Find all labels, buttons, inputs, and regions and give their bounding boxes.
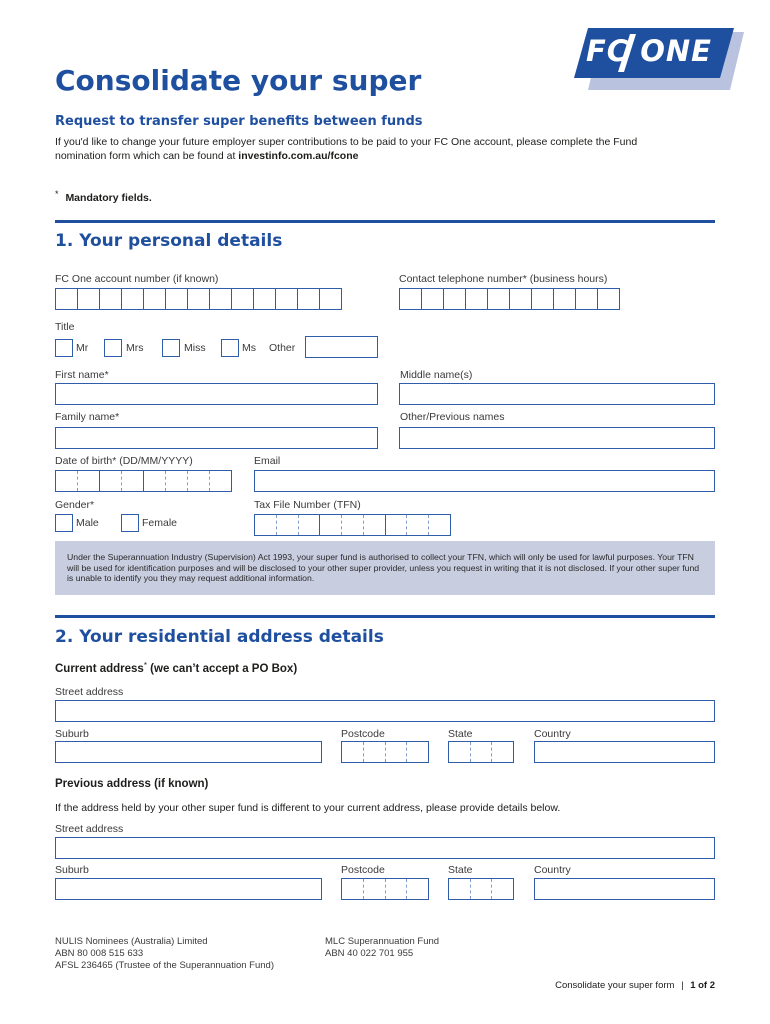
title-miss-label: Miss — [184, 342, 206, 354]
country-input[interactable] — [534, 741, 715, 763]
country-label: Country — [534, 728, 571, 740]
first-name-label: First name* — [55, 369, 109, 381]
footer-separator: | — [681, 980, 684, 991]
mandatory-asterisk: * — [55, 189, 59, 199]
suburb-input[interactable] — [55, 741, 322, 763]
section-1-rule — [55, 220, 715, 223]
state-label: State — [448, 728, 473, 740]
title-ms-label: Ms — [242, 342, 256, 354]
intro-line-1: If you'd like to change your future employer super contributions to be paid to your FC One account, please complete the Fund — [55, 136, 638, 148]
title-mrs-checkbox[interactable] — [104, 339, 122, 357]
gender-male-label: Male — [76, 517, 99, 529]
investinfo-link[interactable]: investinfo.com.au/fcone — [238, 150, 359, 162]
page-subtitle: Request to transfer super benefits between funds — [55, 114, 423, 129]
email-label: Email — [254, 455, 281, 467]
state-field[interactable] — [448, 741, 514, 763]
current-address-heading — [55, 661, 297, 675]
postcode-label: Postcode — [341, 728, 385, 740]
footer-trustee-block — [55, 936, 274, 972]
tfn-notice-panel — [55, 541, 715, 595]
title-miss-checkbox[interactable] — [162, 339, 180, 357]
footer-trustee-name: NULIS Nominees (Australia) Limited — [55, 936, 208, 947]
dob-field[interactable] — [55, 470, 232, 492]
prev-postcode-label: Postcode — [341, 864, 385, 876]
phone-label: Contact telephone number* (business hours) — [399, 273, 608, 285]
mandatory-text: Mandatory fields. — [65, 192, 152, 204]
footer-page-number: 1 of 2 — [690, 980, 715, 991]
title-ms-checkbox[interactable] — [221, 339, 239, 357]
footer-fund-block — [325, 936, 439, 960]
title-mrs-label: Mrs — [126, 342, 144, 354]
middle-name-input[interactable] — [399, 383, 715, 405]
title-label: Title — [55, 321, 75, 333]
prev-street-label: Street address — [55, 823, 124, 835]
title-other-label: Other — [269, 342, 296, 354]
section-2-rule — [55, 615, 715, 618]
prev-postcode-field[interactable] — [341, 878, 429, 900]
fc-one-logo — [572, 26, 750, 96]
footer-fund-abn: ABN 40 022 701 955 — [325, 948, 414, 959]
prev-suburb-input[interactable] — [55, 878, 322, 900]
title-mr-label: Mr — [76, 342, 89, 354]
tfn-notice-text: Under the Superannuation Industry (Supervision) Act 1993, your super fund is authorised to collect your TFN, which will only be used for lawful purposes. Your TFN will be used for identification purposes and will be disclosed to your other super provider, unless you request in writing that it is not disclosed. If your other super fund is unable to identify you they may request additional information. — [67, 552, 700, 583]
mandatory-note — [55, 189, 152, 204]
prev-country-input[interactable] — [534, 878, 715, 900]
previous-address-note: If the address held by your other super fund is different to your current address, please provide details below. — [55, 802, 561, 814]
footer-trustee-abn: ABN 80 008 515 633 — [55, 948, 144, 959]
middle-name-label: Middle name(s) — [400, 369, 473, 381]
footer-trustee-afsl: AFSL 236465 (Trustee of the Superannuation Fund) — [55, 960, 274, 971]
prev-state-label: State — [448, 864, 473, 876]
prev-state-field[interactable] — [448, 878, 514, 900]
gender-label: Gender* — [55, 499, 95, 511]
prev-suburb-label: Suburb — [55, 864, 89, 876]
family-name-label: Family name* — [55, 411, 120, 423]
footer-fund-name: MLC Superannuation Fund — [325, 936, 440, 947]
current-address-label: Current address — [55, 663, 144, 675]
title-mr-checkbox[interactable] — [55, 339, 73, 357]
current-address-star: * — [143, 661, 147, 670]
gender-male-checkbox[interactable] — [55, 514, 73, 532]
page-title: Consolidate your super — [55, 64, 422, 97]
prev-country-label: Country — [534, 864, 571, 876]
first-name-input[interactable] — [55, 383, 378, 405]
street-label: Street address — [55, 686, 124, 698]
section-1-heading: 1. Your personal details — [55, 231, 283, 251]
gender-female-label: Female — [142, 517, 178, 529]
account-number-field[interactable] — [55, 288, 342, 310]
gender-female-checkbox[interactable] — [121, 514, 139, 532]
dob-label: Date of birth* (DD/MM/YYYY) — [55, 455, 193, 467]
phone-field[interactable] — [399, 288, 620, 310]
footer-page-info — [555, 980, 715, 991]
suburb-label: Suburb — [55, 728, 89, 740]
postcode-field[interactable] — [341, 741, 429, 763]
current-address-note: (we can’t accept a PO Box) — [146, 663, 298, 675]
footer-form-name: Consolidate your super form — [555, 980, 675, 991]
title-other-input[interactable] — [305, 336, 378, 358]
email-input[interactable] — [254, 470, 715, 492]
family-name-input[interactable] — [55, 427, 378, 449]
logo-text: FC ONE — [586, 34, 712, 68]
previous-address-heading: Previous address (if known) — [55, 778, 209, 790]
intro-line-2-text: nomination form which can be found at — [55, 150, 239, 162]
intro-line-2 — [55, 150, 358, 162]
account-number-label: FC One account number (if known) — [55, 273, 219, 285]
street-input[interactable] — [55, 700, 715, 722]
section-2-heading: 2. Your residential address details — [55, 627, 384, 647]
tfn-label: Tax File Number (TFN) — [254, 499, 361, 511]
tfn-field[interactable] — [254, 514, 451, 536]
other-names-label: Other/Previous names — [400, 411, 505, 423]
other-names-input[interactable] — [399, 427, 715, 449]
prev-street-input[interactable] — [55, 837, 715, 859]
